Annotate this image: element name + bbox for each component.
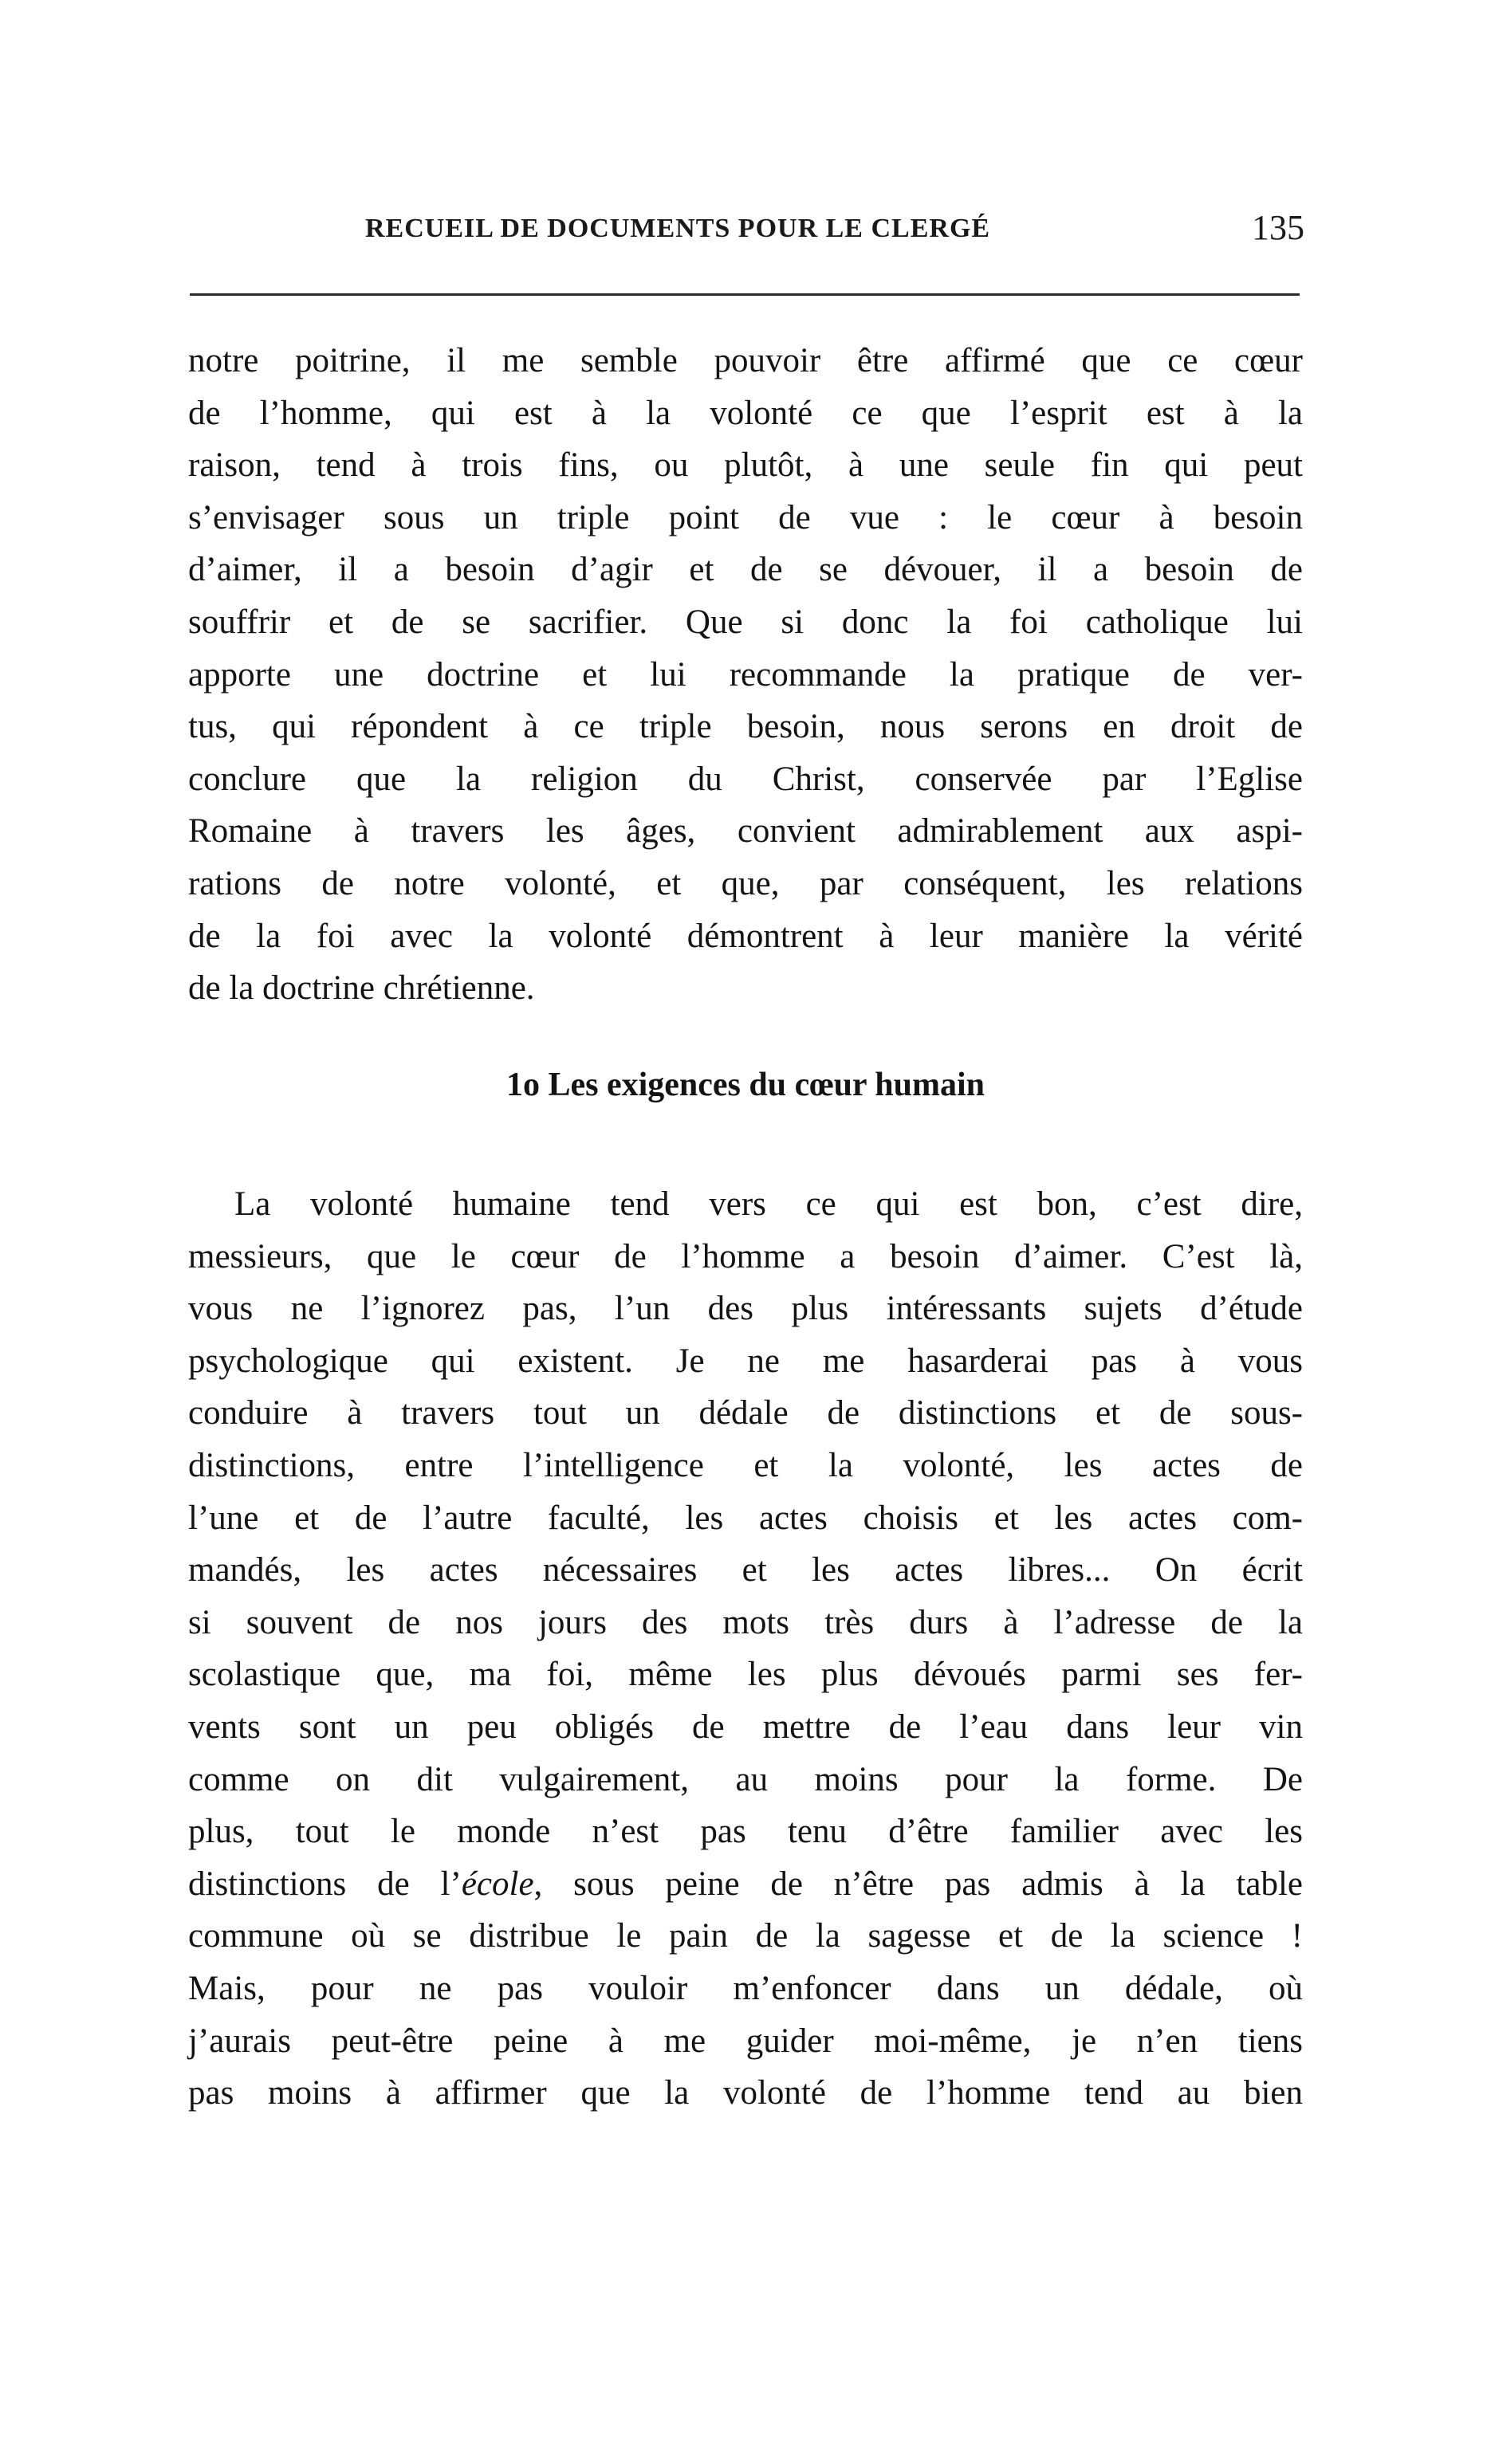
text-line: commune où se distribue le pain de la sagesse et de la science !	[188, 1917, 1303, 1955]
text-line: j’aurais peut-être peine à me guider moi-même, je n’en tiens	[188, 2022, 1303, 2060]
paragraph-2	[188, 1178, 1303, 2120]
text-line: notre poitrine, il me semble pouvoir être affirmé que ce cœur	[188, 342, 1303, 379]
paragraph-1	[188, 335, 1303, 1015]
text-line: l’une et de l’autre faculté, les actes choisis et les actes com-	[188, 1499, 1303, 1537]
text-line: de la doctrine chrétienne.	[188, 969, 535, 1008]
text-line: vous ne l’ignorez pas, l’un des plus intéressants sujets d’étude	[188, 1290, 1303, 1328]
text-line: conduire à travers tout un dédale de distinctions et de sous-	[188, 1394, 1303, 1432]
text-line: pas moins à affirmer que la volonté de l’homme tend au bien	[188, 2074, 1303, 2112]
text-line: raison, tend à trois fins, ou plutôt, à une seule fin qui peut	[188, 446, 1303, 485]
text-line: scolastique que, ma foi, même les plus dévoués parmi ses fer-	[188, 1656, 1303, 1694]
text-line: conclure que la religion du Christ, conservée par l’Eglise	[188, 760, 1303, 798]
text-line: tus, qui répondent à ce triple besoin, nous serons en droit de	[188, 708, 1303, 746]
text-fragment: , sous peine de n’être pas admis à la table	[533, 1865, 1303, 1903]
text-line: comme on dit vulgairement, au moins pour la forme. De	[188, 1760, 1303, 1798]
text-line: si souvent de nos jours des mots très durs à l’adresse de la	[188, 1603, 1303, 1641]
text-line: souffrir et de se sacrifier. Que si donc la foi catholique lui	[188, 603, 1303, 641]
page-number: 135	[1252, 208, 1304, 247]
text-line: d’aimer, il a besoin d’agir et de se dévouer, il a besoin de	[188, 551, 1303, 589]
text-fragment: distinctions de l’	[188, 1865, 462, 1903]
text-line: apporte une doctrine et lui recommande la pratique de ver-	[188, 655, 1303, 694]
header-rule	[190, 293, 1300, 296]
section-heading: 1o Les exigences du cœur humain	[506, 1067, 985, 1103]
text-line: rations de notre volonté, et que, par conséquent, les relations	[188, 864, 1303, 902]
text-line: Romaine à travers les âges, convient admirablement aux aspi-	[188, 812, 1303, 851]
text-line: psychologique qui existent. Je ne me hasarderai pas à vous	[188, 1342, 1303, 1380]
running-title: RECUEIL DE DOCUMENTS POUR LE CLERGÉ	[365, 214, 991, 243]
text-line: messieurs, que le cœur de l’homme a besoin d’aimer. C’est là,	[188, 1237, 1303, 1275]
italic-word: école	[461, 1865, 534, 1903]
text-line: de l’homme, qui est à la volonté ce que l’esprit est à la	[188, 394, 1303, 432]
text-line: vents sont un peu obligés de mettre de l’eau dans leur vin	[188, 1708, 1303, 1746]
text-line: La volonté humaine tend vers ce qui est bon, c’est dire,	[234, 1185, 1303, 1223]
text-line: mandés, les actes nécessaires et les actes libres... On écrit	[188, 1551, 1303, 1590]
text-line: distinctions, entre l’intelligence et la volonté, les actes de	[188, 1446, 1303, 1484]
text-line: s’envisager sous un triple point de vue : le cœur à besoin	[188, 498, 1303, 536]
text-line: de la foi avec la volonté démontrent à leur manière la vérité	[188, 917, 1303, 955]
running-header	[188, 208, 1304, 261]
text-line: plus, tout le monde n’est pas tenu d’être familier avec les	[188, 1813, 1303, 1851]
text-line: Mais, pour ne pas vouloir m’enfoncer dans un dédale, où	[188, 1969, 1303, 2007]
text-line	[188, 1858, 1303, 1911]
